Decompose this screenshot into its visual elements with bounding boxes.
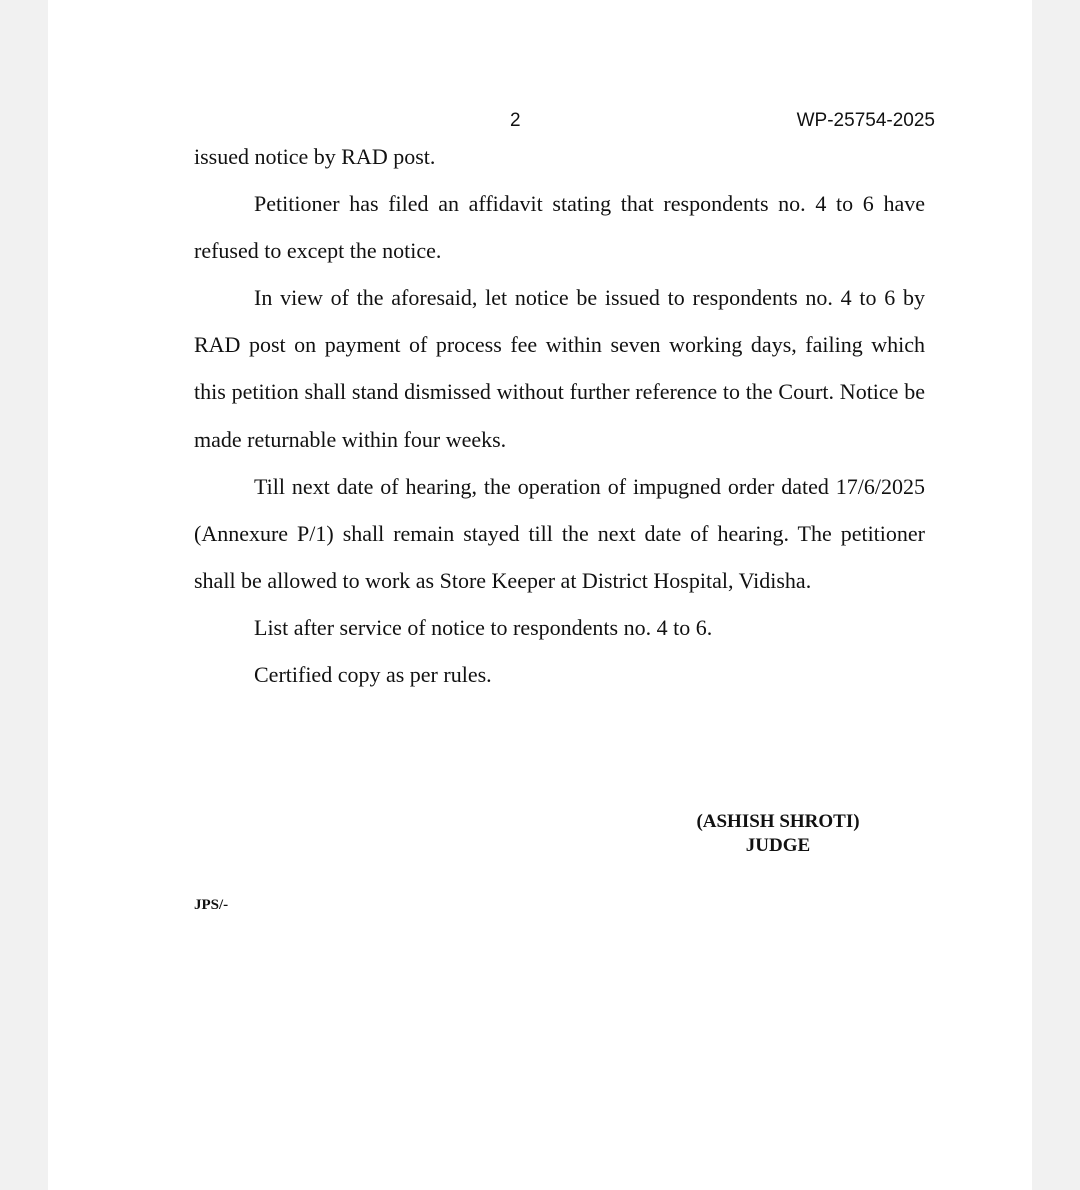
stenographer-initials: JPS/-: [194, 897, 229, 913]
paragraph-certified-copy: Certified copy as per rules.: [254, 662, 492, 688]
paragraph-listing: List after service of notice to respondents no. 4 to 6.: [254, 614, 713, 640]
signature-block: [678, 810, 878, 858]
case-number: WP-25754-2025: [796, 110, 935, 131]
paragraph-affidavit: Petitioner has filed an affidavit stating that respondents no. 4 to 6 have refused to except the notice.: [194, 191, 925, 264]
order-body: [194, 133, 925, 698]
judge-name: (ASHISH SHROTI): [696, 811, 860, 832]
judge-title: JUDGE: [745, 835, 811, 856]
paragraph-stay: Till next date of hearing, the operation of impugned order dated 17/6/2025 (Annexure P/1) shall remain stayed till the next date of hearing. The petitioner shall be allowed to work as Store Keeper at District Hospital, Vidisha.: [194, 473, 925, 593]
page-number: 2: [510, 110, 521, 131]
document-page: [48, 0, 1032, 1190]
paragraph-notice: In view of the aforesaid, let notice be issued to respondents no. 4 to 6 by RAD post on payment of process fee within seven working days, failing which this petition shall stand dismissed without further reference to the Court. Notice be made returnable within four weeks.: [194, 285, 925, 452]
paragraph-continuation: issued notice by RAD post.: [194, 144, 436, 169]
